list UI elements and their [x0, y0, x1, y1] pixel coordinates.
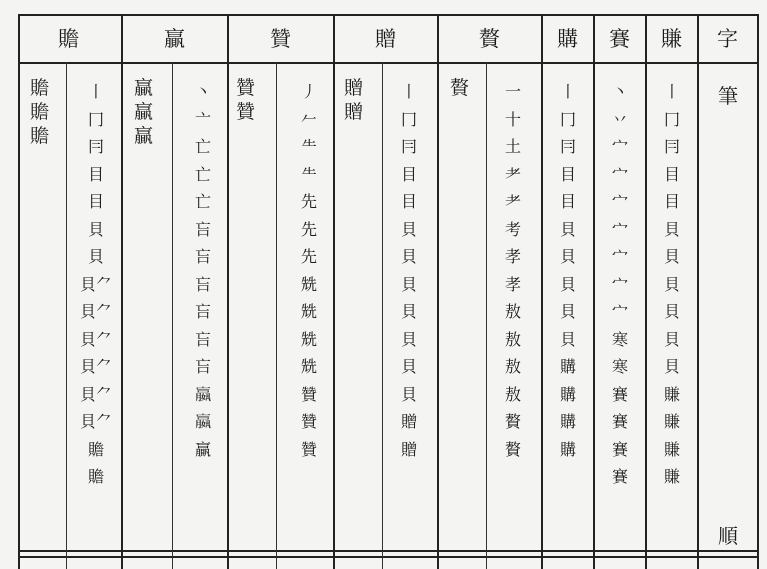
stroke-step: 宀 [611, 302, 628, 321]
form-glyph: 贍 [30, 77, 50, 99]
form-glyph: 贏 [134, 77, 154, 99]
stroke-step: 冂 [87, 109, 104, 129]
stroke-step: 冂 [400, 109, 417, 129]
stroke-step: 寒 [611, 357, 628, 376]
stroke-step: 𡣍 [194, 384, 211, 404]
stroke-step: 土 [504, 137, 521, 156]
sub-divider [486, 62, 487, 569]
stroke-step: 𠂉 [300, 109, 317, 129]
stroke-step: 賺 [663, 467, 680, 486]
stroke-step: 貝⺈ [79, 412, 112, 431]
stroke-step: 敖 [504, 384, 521, 404]
stroke-step: 貝 [559, 302, 576, 321]
stroke-step: 丶 [611, 82, 628, 101]
column-divider [333, 14, 335, 569]
stroke-step: 購 [559, 439, 576, 459]
form-glyph: 贅 [450, 77, 470, 99]
stroke-step: 丨 [400, 82, 417, 101]
header-rule [18, 62, 758, 64]
sub-divider [276, 62, 277, 569]
stroke-step: 贏 [194, 439, 211, 459]
stroke-step: 𡣍 [194, 412, 211, 431]
stroke-step: 考 [504, 219, 521, 239]
stroke-step: 賺 [663, 384, 680, 404]
stroke-step: 先 [300, 219, 317, 239]
stroke-step: 貝 [400, 357, 417, 376]
stroke-step: 購 [559, 412, 576, 431]
steps-zhuan [648, 78, 696, 491]
stroke-step: 宀 [611, 247, 628, 266]
form-glyph: 贈 [344, 101, 364, 123]
header-char-zeng: 贈 [375, 27, 397, 51]
stroke-step: 兟 [300, 302, 317, 321]
steps-zeng [386, 78, 432, 463]
steps-zhan [76, 78, 116, 491]
steps-ying [180, 78, 226, 463]
column-divider [227, 14, 229, 569]
stroke-step: 丨 [663, 82, 680, 101]
stroke-step: 貝⺈ [79, 329, 112, 349]
stroke-step: 贈 [400, 412, 417, 431]
stroke-step: 貝 [663, 302, 680, 321]
forms-zhui [450, 76, 469, 100]
stroke-step: 耂 [504, 192, 521, 211]
stroke-step: 貝 [87, 219, 104, 239]
stroke-step: 宀 [611, 164, 628, 184]
stroke-step: 貝 [663, 247, 680, 266]
column-divider [541, 14, 543, 569]
stroke-step: 貝 [559, 219, 576, 239]
stroke-step: 目 [559, 164, 576, 184]
header-char-sai: 賽 [609, 27, 631, 51]
column-divider [18, 14, 20, 569]
stroke-step: 目 [663, 192, 680, 211]
stroke-step: 貝 [400, 384, 417, 404]
stroke-step: 丨 [87, 82, 104, 101]
stroke-step: 兟 [300, 357, 317, 376]
stroke-step: 目 [663, 164, 680, 184]
stroke-step: 目 [559, 192, 576, 211]
stroke-step: 丿 [300, 82, 317, 101]
steps-zan [286, 78, 332, 463]
stroke-step: 丷 [611, 109, 628, 129]
stroke-step: 宀 [611, 137, 628, 156]
stroke-step: 孝 [504, 274, 521, 294]
stroke-step: 目 [400, 192, 417, 211]
form-glyph: 贏 [134, 101, 154, 123]
stroke-step: 贍 [87, 467, 104, 486]
stroke-step: 贊 [300, 439, 317, 459]
stroke-step: 兟 [300, 329, 317, 349]
steps-sai [596, 78, 644, 491]
stroke-step: 敖 [504, 357, 521, 376]
stroke-step: 兟 [300, 274, 317, 294]
column-divider [645, 14, 647, 569]
stroke-step: 宀 [611, 219, 628, 239]
header-char-zan: 贊 [270, 27, 292, 51]
stroke-step: 冃 [87, 137, 104, 156]
stroke-step: 貝 [400, 219, 417, 239]
stroke-step: 贍 [87, 439, 104, 459]
stroke-step: 貝⺈ [79, 274, 112, 294]
column-divider [437, 14, 439, 569]
stroke-step: 冃 [400, 137, 417, 156]
stroke-step: 賺 [663, 439, 680, 459]
form-glyph: 贍 [30, 101, 50, 123]
form-glyph: 贊 [236, 77, 256, 99]
forms-zeng [344, 76, 363, 124]
stroke-step: 先 [300, 247, 317, 266]
stroke-step: 冂 [559, 109, 576, 129]
stroke-step: 吂 [194, 329, 211, 349]
sub-divider [66, 62, 67, 569]
stroke-step: 目 [87, 164, 104, 184]
stroke-step: 亡 [194, 164, 211, 184]
stroke-step: 貝⺈ [79, 357, 112, 376]
stroke-step: 先 [300, 192, 317, 211]
stroke-step: 貝 [559, 247, 576, 266]
stroke-step: 貝⺈ [79, 302, 112, 321]
form-glyph: 贍 [30, 125, 50, 147]
form-glyph: 贈 [344, 77, 364, 99]
stroke-step: 吂 [194, 302, 211, 321]
header-char-gou: 購 [557, 27, 579, 51]
header-char-ying: 贏 [164, 27, 186, 51]
stroke-step: 宀 [611, 192, 628, 211]
stroke-step: 贊 [300, 384, 317, 404]
stroke-step: 購 [559, 384, 576, 404]
form-glyph: 贏 [134, 125, 154, 147]
stroke-step: 貝 [663, 219, 680, 239]
forms-zhan [30, 76, 49, 148]
column-divider [757, 14, 759, 569]
stroke-step: 亡 [194, 192, 211, 211]
stroke-step: 冃 [663, 137, 680, 156]
stroke-step: 貝 [663, 274, 680, 294]
stroke-step: 寒 [611, 329, 628, 349]
row-label-stroke: 筆 [718, 84, 738, 108]
column-divider [697, 14, 699, 569]
stroke-step: 貝 [400, 247, 417, 266]
stroke-step: 貝 [400, 302, 417, 321]
stroke-step: 貝⺈ [79, 384, 112, 404]
stroke-step: 目 [87, 192, 104, 211]
stroke-step: 吂 [194, 247, 211, 266]
stroke-step: ⺧ [300, 164, 317, 184]
forms-ying [134, 76, 153, 148]
column-divider [121, 14, 123, 569]
steps-gou [544, 78, 592, 463]
stroke-step: 贈 [400, 439, 417, 459]
stroke-step: 贅 [504, 439, 521, 459]
header-char-zhuan: 賺 [661, 27, 683, 51]
stroke-step: 貝 [559, 329, 576, 349]
stroke-step: 敖 [504, 329, 521, 349]
table-bottom-rule-2 [18, 556, 758, 558]
form-glyph: 贊 [236, 101, 256, 123]
stroke-step: 目 [400, 164, 417, 184]
stroke-step: 孝 [504, 247, 521, 266]
stroke-step: 貝 [400, 329, 417, 349]
header-char-zhan: 贍 [58, 27, 80, 51]
header-char-zhui: 贅 [479, 27, 501, 51]
stroke-step: 賽 [611, 384, 628, 404]
stroke-step: 丨 [559, 82, 576, 101]
stroke-step: 敖 [504, 302, 521, 321]
stroke-step: 冃 [559, 137, 576, 156]
stroke-step: 十 [504, 109, 521, 129]
stroke-step: 一 [504, 82, 521, 101]
stroke-step: 貝 [663, 357, 680, 376]
header-label: 字 [717, 27, 739, 51]
row-label-order: 順 [718, 524, 738, 548]
stroke-step: 吂 [194, 219, 211, 239]
stroke-step: 冂 [663, 109, 680, 129]
stroke-step: 亡 [194, 137, 211, 156]
stroke-step: 貝 [559, 274, 576, 294]
stroke-step: 丶 [194, 82, 211, 101]
stroke-step: 賽 [611, 439, 628, 459]
stroke-step: 吂 [194, 357, 211, 376]
stroke-step: 吂 [194, 274, 211, 294]
stroke-step: ⺧ [300, 137, 317, 156]
stroke-step: 宀 [611, 274, 628, 294]
stroke-step: 亠 [194, 109, 211, 129]
stroke-step: 賺 [663, 412, 680, 431]
steps-zhui [490, 78, 536, 463]
sub-divider [382, 62, 383, 569]
stroke-step: 購 [559, 357, 576, 376]
stroke-step: 賽 [611, 412, 628, 431]
stroke-step: 賽 [611, 467, 628, 486]
stroke-step: 贅 [504, 412, 521, 431]
stroke-step: 貝 [400, 274, 417, 294]
forms-zan [236, 76, 255, 124]
stroke-step: 耂 [504, 164, 521, 184]
table-top-rule [18, 14, 758, 16]
column-divider [593, 14, 595, 569]
stroke-step: 贊 [300, 412, 317, 431]
stroke-step: 貝 [87, 247, 104, 266]
sub-divider [172, 62, 173, 569]
stroke-step: 貝 [663, 329, 680, 349]
table-bottom-rule [18, 550, 758, 552]
